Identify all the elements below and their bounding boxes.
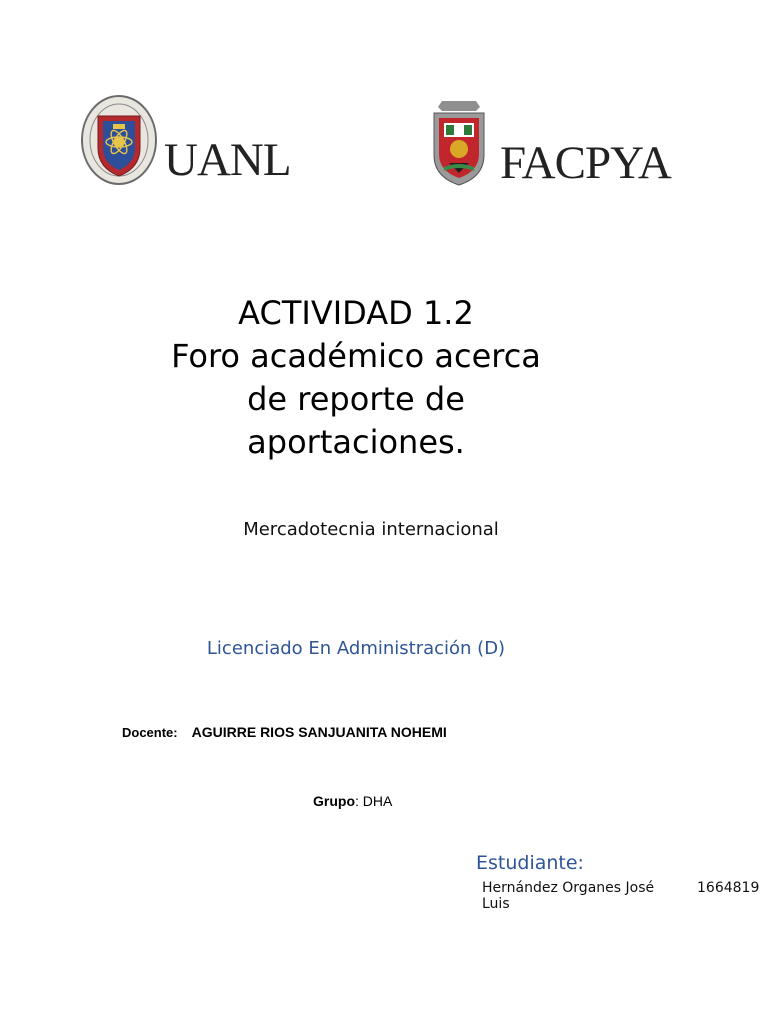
title-line: aportaciones. xyxy=(247,423,465,461)
uanl-logo-text: UANL xyxy=(164,134,291,186)
teacher-name: AGUIRRE RIOS SANJUANITA NOHEMI xyxy=(191,724,447,740)
degree-name: Licenciado En Administración (D) xyxy=(206,638,506,659)
group-separator: : xyxy=(355,793,363,809)
teacher-line xyxy=(122,724,447,740)
title-line: Foro académico acerca xyxy=(171,337,541,375)
facpya-logo xyxy=(428,97,671,187)
group-value: DHA xyxy=(362,793,393,809)
uanl-logo xyxy=(80,94,291,186)
student-label: Estudiante: xyxy=(476,852,584,874)
teacher-label: Docente: xyxy=(122,725,178,740)
title-line: de reporte de xyxy=(247,380,465,418)
title-line: ACTIVIDAD 1.2 xyxy=(238,294,474,332)
facpya-shield-icon xyxy=(428,97,490,187)
facpya-logo-text: FACPYA xyxy=(500,137,671,189)
uanl-seal-icon xyxy=(80,94,158,186)
student-id: 1664819 xyxy=(697,880,760,896)
document-title xyxy=(0,292,712,464)
group-label: Grupo xyxy=(313,793,355,809)
subject-name: Mercadotecnia internacional xyxy=(243,519,499,540)
group-line xyxy=(313,793,392,809)
student-name: Hernández Organes José Luis xyxy=(482,880,655,912)
